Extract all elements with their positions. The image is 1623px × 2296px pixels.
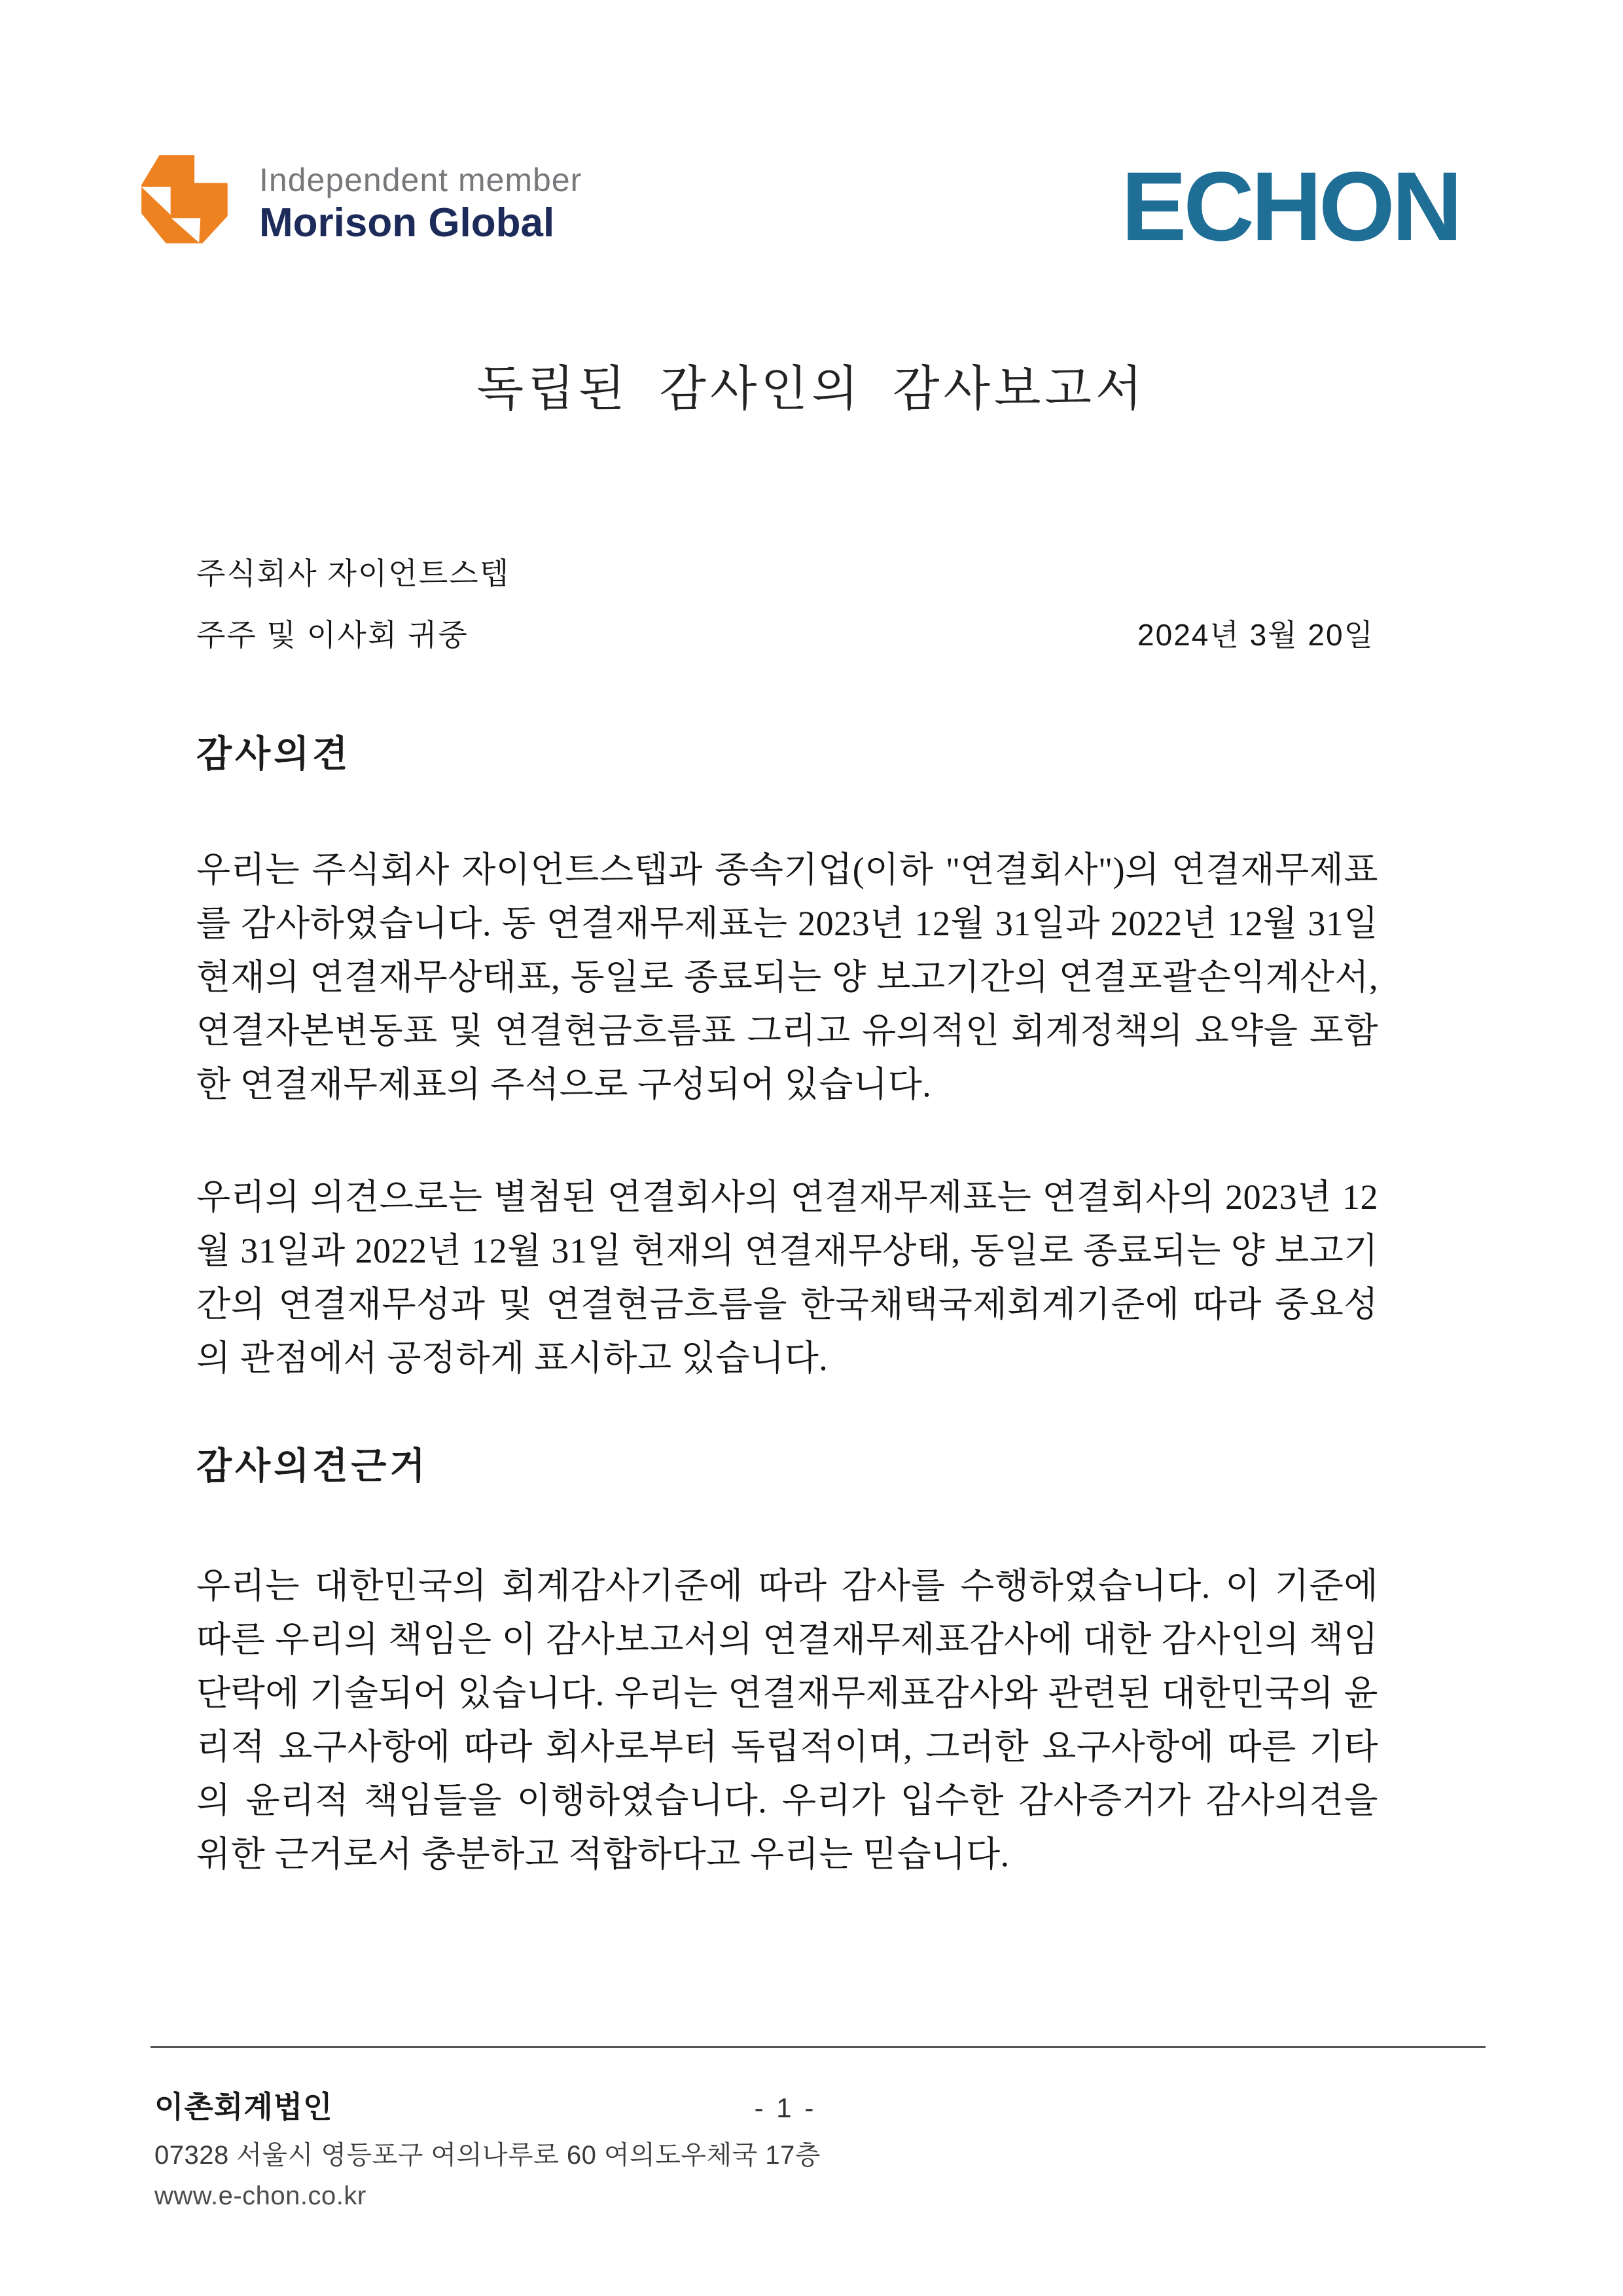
section-heading-audit-opinion: 감사의견: [196, 734, 351, 775]
footer-website: www.e-chon.co.kr: [154, 2181, 366, 2210]
morison-name: Morison Global: [259, 200, 555, 245]
paragraph-audit-opinion-2: 우리의 의견으로는 별첨된 연결회사의 연결재무제표는 연결회사의 2023년 12월 31일과 2022년 12월 31일 현재의 연결재무상태, 동일로 종료되는 양 보고기간의 연결재무성과 및 연결현금흐름을 한국채택국제회계기준에 따라 중요성의 관점에서 공정하게 표시하고 있습니다.: [196, 1177, 1378, 1378]
morison-global-logo: [136, 152, 582, 258]
report-date: 2024년 3월 20일: [1137, 618, 1374, 652]
paragraph-audit-opinion-1: 우리는 주식회사 자이언트스텝과 종속기업(이하 "연결회사")의 연결재무제표를 감사하였습니다. 동 연결재무제표는 2023년 12월 31일과 2022년 12월 31일 현재의 연결재무상태표, 동일로 종료되는 양 보고기간의 연결포괄손익계산서, 연결자본변동표 및 연결현금흐름표 그리고 유의적인 회계정책의 요약을 포함한 연결재무제표의 주석으로 구성되어 있습니다.: [196, 850, 1378, 1104]
addressee-company: 주식회사 자이언트스텝: [196, 556, 510, 590]
section-heading-basis-for-opinion: 감사의견근거: [196, 1446, 429, 1487]
footer-divider: [151, 2046, 1486, 2048]
morison-global-logo-icon: [136, 152, 242, 258]
addressee-recipient: 주주 및 이사회 귀중: [196, 618, 469, 652]
footer-firm-name: 이촌회계법인: [154, 2090, 333, 2124]
morison-tagline: Independent member: [259, 162, 582, 198]
page-title: 독립된 감사인의 감사보고서: [476, 363, 1147, 416]
paragraph-basis-for-opinion-1: 우리는 대한민국의 회계감사기준에 따라 감사를 수행하였습니다. 이 기준에 따른 우리의 책임은 이 감사보고서의 연결재무제표감사에 대한 감사인의 책임 단락에 기술되어 있습니다. 우리는 연결재무제표감사와 관련된 대한민국의 윤리적 요구사항에 따라 회사로부터 독립적이며, 그러한 요구사항에 따른 기타의 윤리적 책임들을 이행하였습니다. 우리가 입수한 감사증거가 감사의견을 위한 근거로서 충분하고 적합하다고 우리는 믿습니다.: [196, 1566, 1378, 1874]
echon-logo: ECHON: [1121, 151, 1459, 261]
footer-address: 07328 서울시 영등포구 여의나루로 60 여의도우체국 17층: [154, 2141, 821, 2170]
morison-logo-text: [259, 152, 582, 246]
footer-page-number: - 1 -: [754, 2092, 817, 2123]
addressee-row: [196, 615, 1374, 655]
